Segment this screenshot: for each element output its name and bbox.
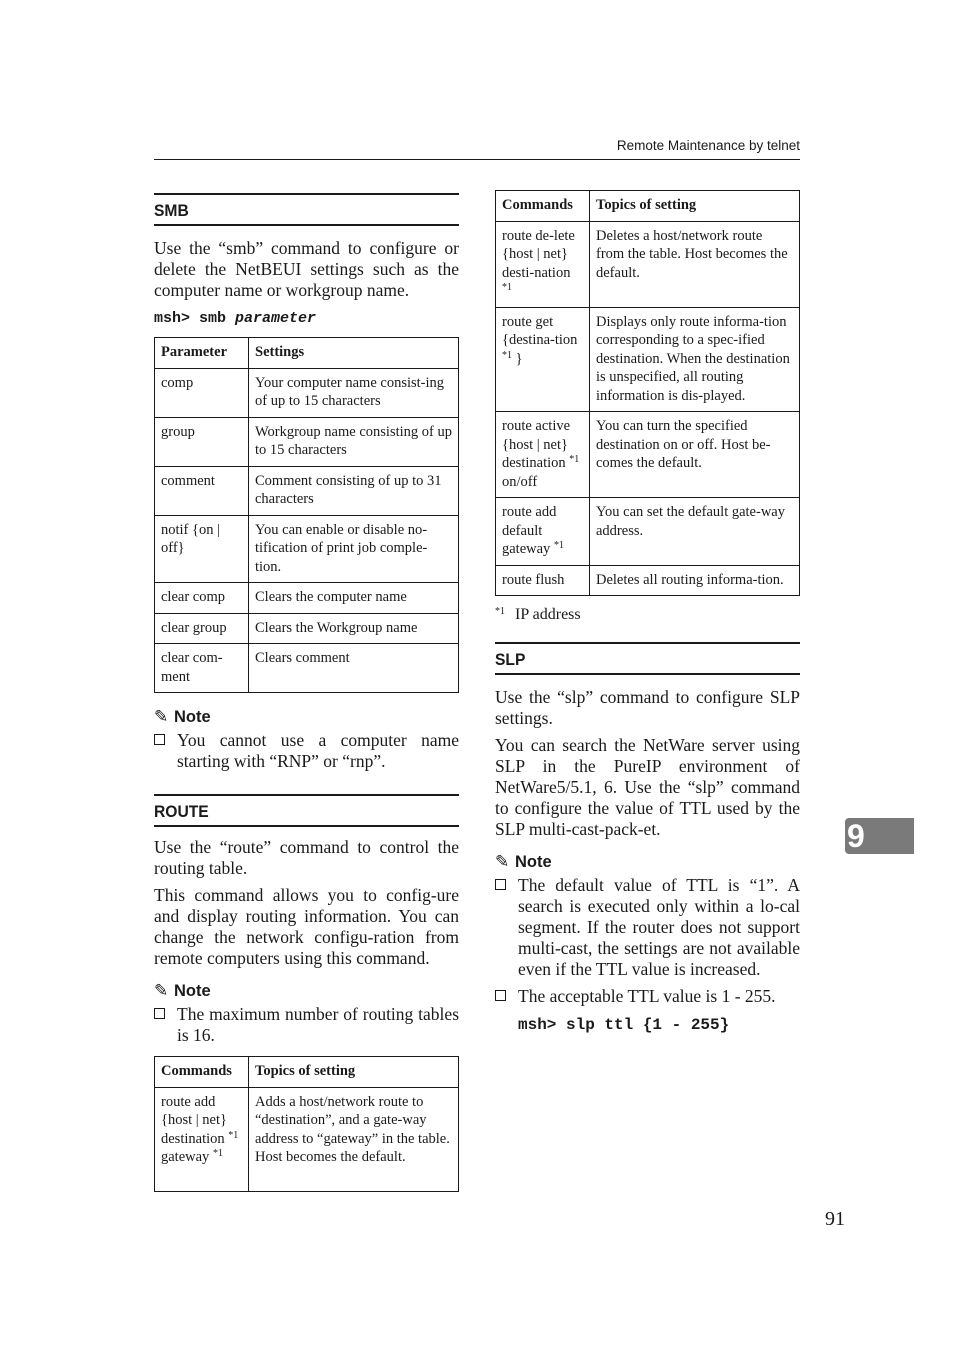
table-row <box>496 307 800 412</box>
setting-cell: Clears the Workgroup name <box>249 613 459 644</box>
command-cell: route add default gateway $^{*1}$ <box>496 498 590 566</box>
topic-cell: Displays only route informa-tion corresponding to a spec-ified destination. When the destination is unspecified, all routing information is dis-played. <box>590 307 800 412</box>
slp-heading: SLP <box>495 642 800 675</box>
command-cell: route add {host | net} destination $^{*1}$ gateway $^{*1}$ <box>155 1087 249 1191</box>
route-command-table-left <box>154 1056 459 1192</box>
smb-command: msh> smb parameter <box>154 310 317 327</box>
param-cell: group <box>155 417 249 466</box>
command-cell: route get {destina-tion $^{*1}$ } <box>496 307 590 412</box>
running-header: Remote Maintenance by telnet <box>616 138 800 153</box>
setting-cell: Your computer name consist-ing of up to 15 characters <box>249 368 459 417</box>
column-header: Commands <box>155 1057 249 1088</box>
param-cell: clear com-ment <box>155 644 249 693</box>
smb-note-title: ✎ Note <box>154 707 211 726</box>
checkbox-bullet-icon <box>154 1008 165 1019</box>
param-cell: clear group <box>155 613 249 644</box>
checkbox-bullet-icon <box>495 990 506 1001</box>
slp-command: msh> slp ttl {1 - 255} <box>518 1016 730 1034</box>
route-note-item: The maximum number of routing tables is 16. <box>154 1004 459 1046</box>
table-row <box>496 565 800 596</box>
topic-cell: You can set the default gate-way address. <box>590 498 800 566</box>
route-para-1: Use the “route” command to control the routing table. <box>154 837 459 878</box>
setting-cell: Comment consisting of up to 31 characters <box>249 466 459 515</box>
pencil-icon: ✎ <box>154 707 169 726</box>
column-header: Topics of setting <box>590 191 800 222</box>
table-header-row <box>155 338 459 369</box>
route-para-2: This command allows you to config-ure and display routing information. You can change the network configu-ration from remote computers using this command. <box>154 885 459 968</box>
smb-parameter-table <box>154 337 459 693</box>
column-header: Commands <box>496 191 590 222</box>
slp-note-item: The acceptable TTL value is 1 - 255. <box>495 986 800 1007</box>
topic-cell: Deletes a host/network route from the table. Host becomes the default. <box>590 221 800 307</box>
param-cell: comment <box>155 466 249 515</box>
command-cell: route active {host | net} destination $^{*1}$ on/off <box>496 412 590 498</box>
table-header-row <box>155 1057 459 1088</box>
setting-cell: You can enable or disable no-tification of print job comple-tion. <box>249 515 459 583</box>
right-column <box>495 190 800 1035</box>
table-row <box>155 613 459 644</box>
checkbox-bullet-icon <box>154 734 165 745</box>
table-row <box>155 583 459 614</box>
left-column <box>154 193 459 1192</box>
table-row <box>496 498 800 566</box>
route-note-title: ✎ Note <box>154 981 211 1000</box>
footnote: $^{*1}$ IP address <box>495 606 581 623</box>
route-heading: ROUTE <box>154 794 459 827</box>
slp-para-1: Use the “slp” command to configure SLP settings. <box>495 687 800 728</box>
table-row <box>155 644 459 693</box>
smb-heading: SMB <box>154 193 459 226</box>
topic-cell: Adds a host/network route to “destination”, and a gate-way address to “gateway” in the table. Host becomes the default. <box>249 1087 459 1191</box>
slp-para-2: You can search the NetWare server using SLP in the PureIP environment of NetWare5/5.1, 6. Use the “slp” command to configure the value of TTL used by the SLP multi-cast-pack-et. <box>495 735 800 839</box>
table-row <box>155 466 459 515</box>
table-row <box>155 515 459 583</box>
smb-intro: Use the “smb” command to configure or delete the NetBEUI settings such as the computer name or workgroup name. <box>154 238 459 300</box>
param-cell: clear comp <box>155 583 249 614</box>
setting-cell: Workgroup name consisting of up to 15 characters <box>249 417 459 466</box>
table-header-row <box>496 191 800 222</box>
topic-cell: You can turn the specified destination on or off. Host be-comes the default. <box>590 412 800 498</box>
table-row <box>155 368 459 417</box>
pencil-icon: ✎ <box>154 981 169 1000</box>
checkbox-bullet-icon <box>495 879 506 890</box>
column-header: Topics of setting <box>249 1057 459 1088</box>
command-cell: route de-lete {host | net} desti-nation $^{*1}$ <box>496 221 590 307</box>
smb-note-item: You cannot use a computer name starting with “RNP” or “rnp”. <box>154 730 459 772</box>
table-row <box>155 1087 459 1191</box>
table-row <box>155 417 459 466</box>
page-number: 91 <box>825 1208 845 1230</box>
setting-cell: Clears comment <box>249 644 459 693</box>
setting-cell: Clears the computer name <box>249 583 459 614</box>
pencil-icon: ✎ <box>495 852 510 871</box>
chapter-tab: 9 <box>845 818 914 854</box>
slp-note-item: The default value of TTL is “1”. A search is executed only within a lo-cal segment. If the router does not support multi-cast, the settings are not available even if the TTL value is increased. <box>495 875 800 980</box>
column-header: Parameter <box>155 338 249 369</box>
route-command-table-right <box>495 190 800 596</box>
header-rule <box>154 159 800 160</box>
param-cell: notif {on | off} <box>155 515 249 583</box>
column-header: Settings <box>249 338 459 369</box>
topic-cell: Deletes all routing informa-tion. <box>590 565 800 596</box>
param-cell: comp <box>155 368 249 417</box>
table-row <box>496 221 800 307</box>
slp-note-title: ✎ Note <box>495 852 552 871</box>
table-row <box>496 412 800 498</box>
command-cell: route flush <box>496 565 590 596</box>
